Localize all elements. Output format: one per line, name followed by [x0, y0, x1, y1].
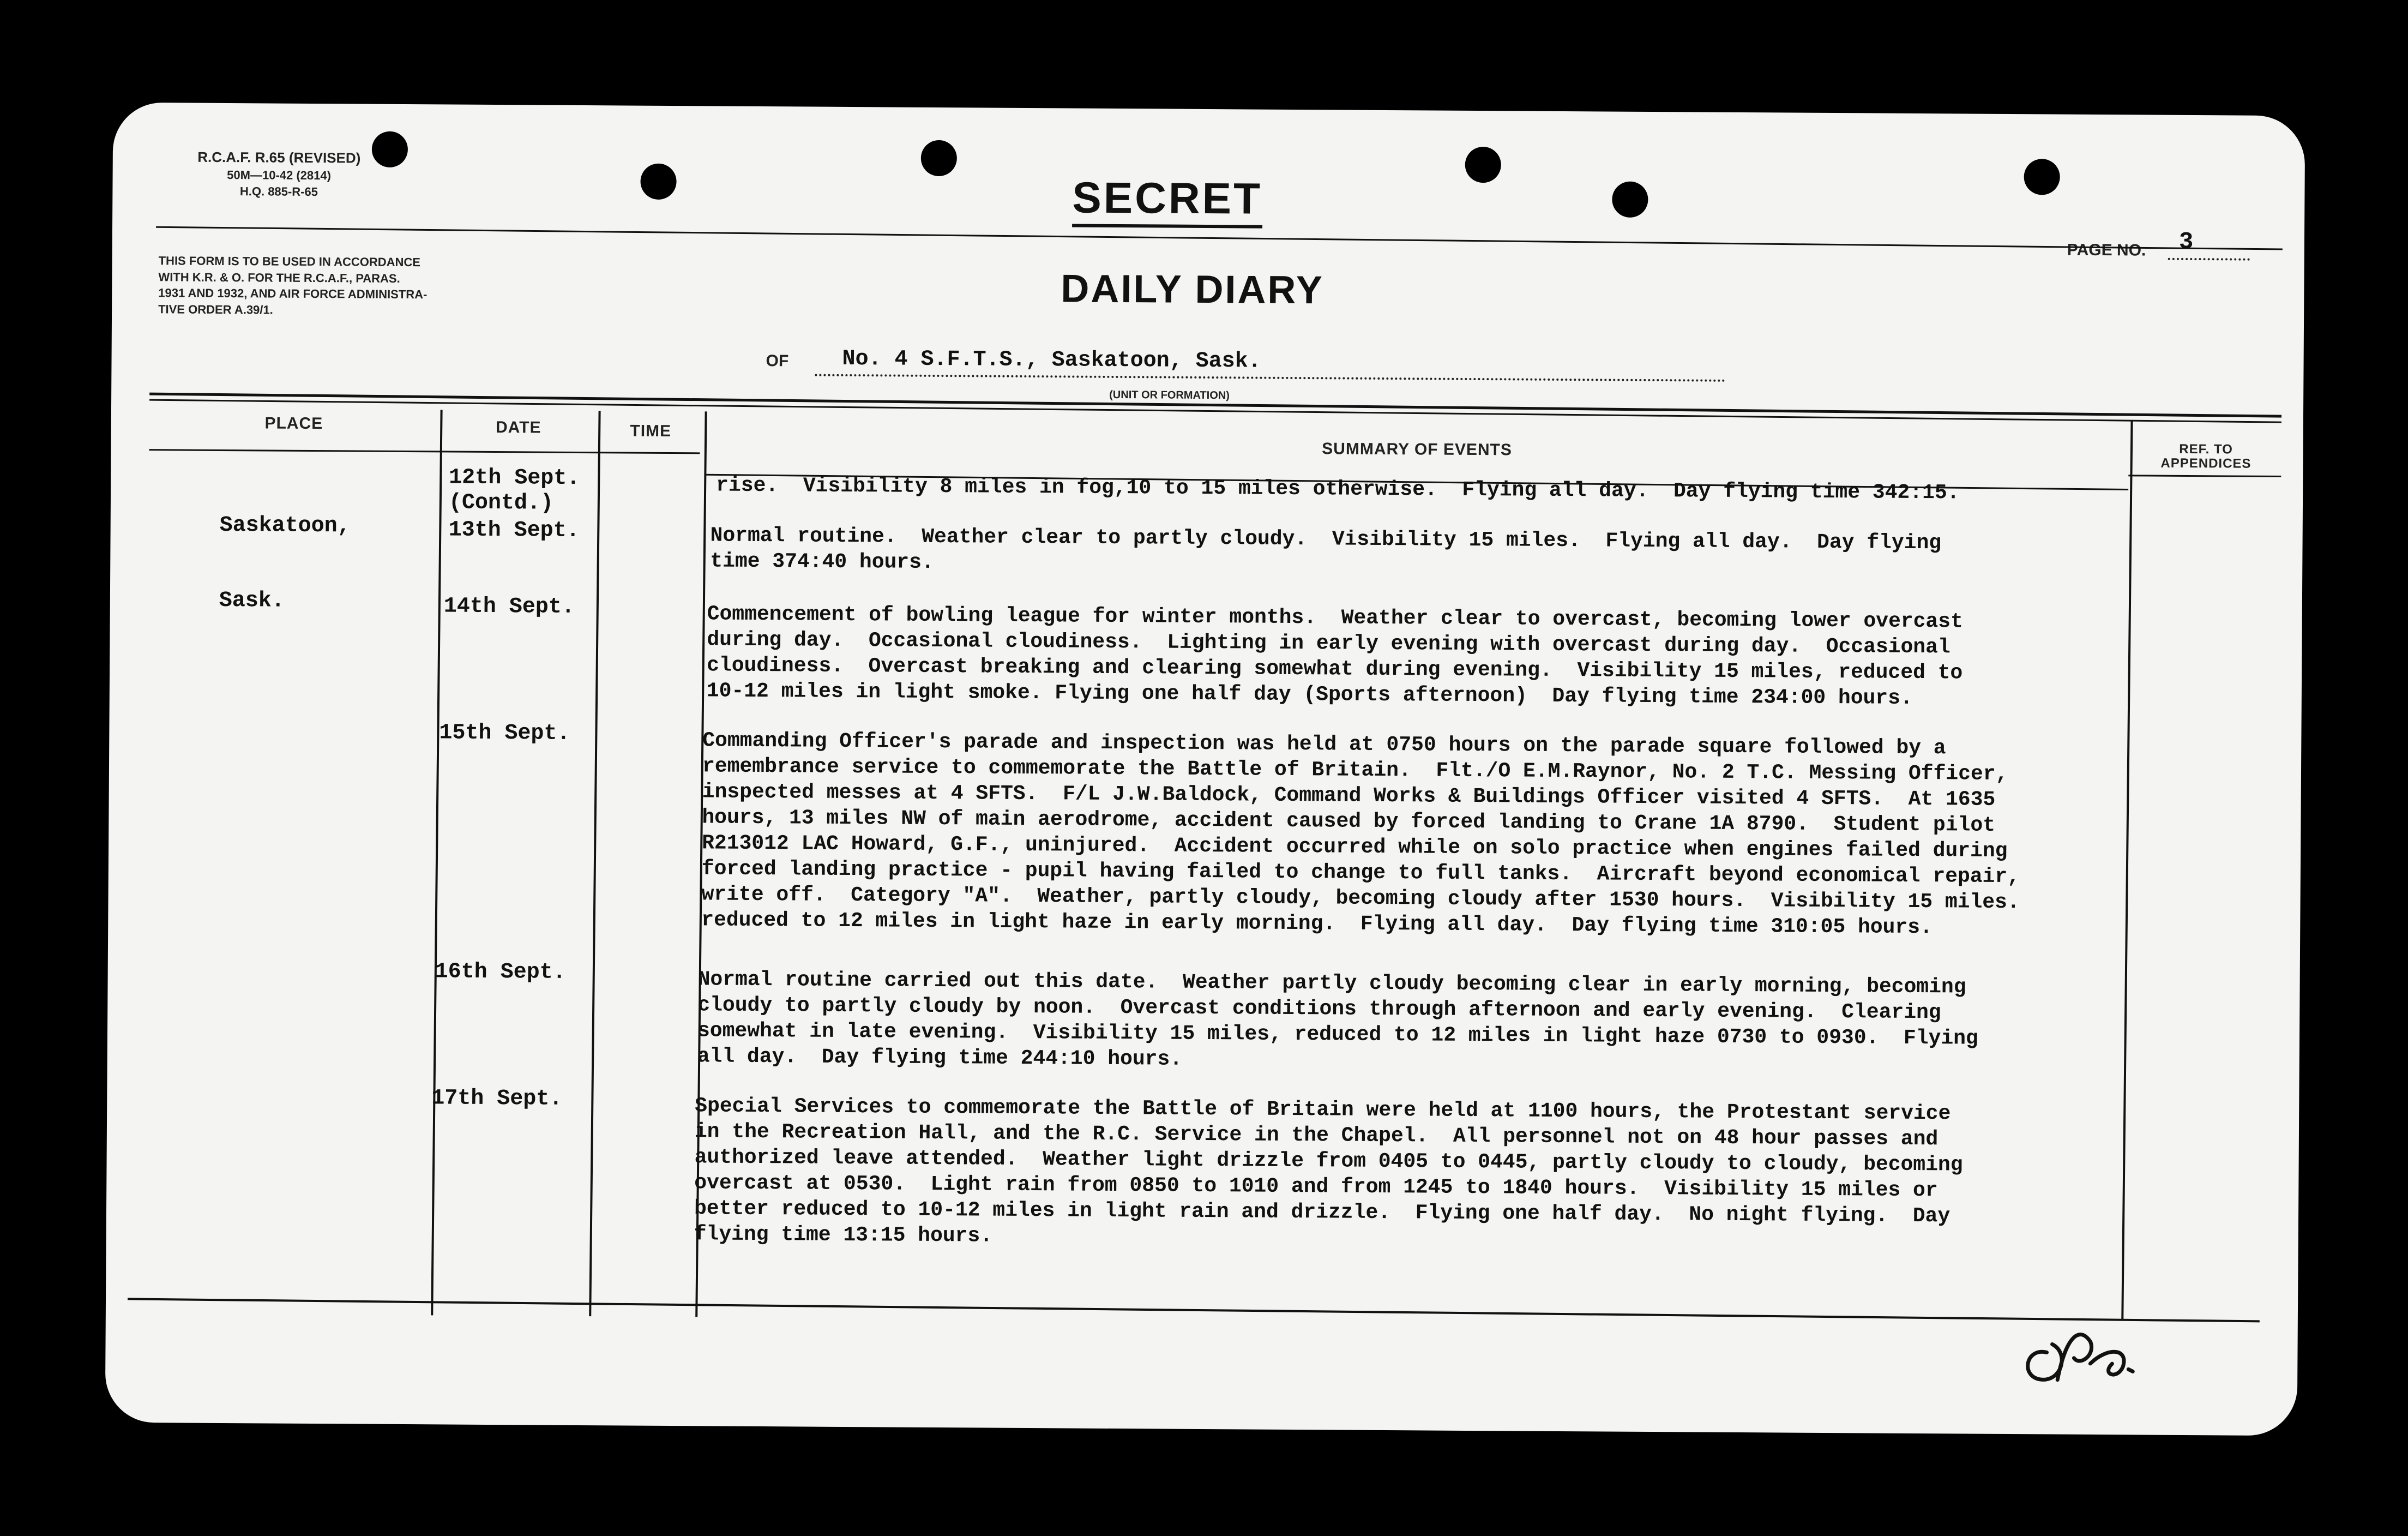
diary-form-card	[105, 103, 2305, 1436]
entry-date: 14th Sept.	[443, 594, 575, 620]
place-line: Saskatoon,	[219, 513, 351, 539]
column-header-date: DATE	[495, 418, 541, 437]
entry-summary: Normal routine carried out this date. Weather partly cloudy becoming clear in early morning, becoming cloudy to partly cloudy by noon. Overcast conditions through afternoon and early evening. Clearing somewhat in late evening. Visibility 15 miles, reduced to 12 miles in light haze 0730 to 0930. Flying all day. Day flying time 244:10 hours.	[697, 968, 1978, 1071]
ref-header-rule	[2128, 475, 2281, 477]
page-number: 3	[2178, 228, 2194, 256]
classification-heading: SECRET	[1072, 172, 1262, 228]
place-cell	[219, 463, 351, 664]
column-header-place: PLACE	[264, 414, 323, 433]
instruction-line: 1931 AND 1932, AND AIR FORCE ADMINISTRA-	[158, 286, 428, 302]
instruction-line: TIVE ORDER A.39/1.	[158, 302, 273, 317]
place-line: Sask.	[219, 588, 285, 614]
column-divider	[431, 410, 442, 1315]
of-label: OF	[766, 352, 789, 370]
column-header-summary: SUMMARY OF EVENTS	[1322, 440, 1513, 459]
punch-hole	[921, 140, 957, 176]
page-number-line	[2168, 258, 2250, 261]
punch-hole	[640, 164, 676, 200]
form-id-line: 50M—10-42 (2814)	[227, 168, 332, 183]
table-bottom-rule	[128, 1298, 2260, 1322]
form-id-line: H.Q. 885-R-65	[239, 184, 318, 199]
entry-summary: Special Services to commemorate the Battle of Britain were held at 1100 hours, the Protestant service in the Recreation Hall, and the R.C. Service in the Chapel. All personnel not on 48 hour passes and authorized leave attended. Weather light drizzle from 0405 to 0445, partly cloudy to cloudy, becoming overcast at 0530. Light rain from 0850 to 1010 and from 1245 to 1840 hours. Visibility 15 miles or better reduced to 10-12 miles in light rain and drizzle. Flying one half day. No night flying. Day flying time 13:15 hours.	[694, 1094, 1963, 1248]
entry-summary: Normal routine. Weather clear to partly cloudy. Visibility 15 miles. Flying all day. Day flying time 374:40 hours.	[710, 524, 1942, 574]
column-header-rule	[149, 449, 700, 454]
entry-summary: Commencement of bowling league for winter months. Weather clear to overcast, becoming lower overcast during day. Occasional cloudiness. Lighting in early evening with overcast during day. Occasional cloudiness. Overcast breaking and clearing somewhat during evening. Visibility 15 miles, reduced to 10-12 miles in light smoke. Flying one half day (Sports afternoon) Day flying time 234:00 hours.	[706, 602, 1963, 710]
header-rule	[156, 226, 2283, 250]
entry-date: 17th Sept.	[431, 1086, 563, 1112]
column-divider	[2121, 420, 2133, 1320]
page-title: DAILY DIARY	[1061, 267, 1325, 313]
instruction-line: THIS FORM IS TO BE USED IN ACCORDANCE	[158, 254, 421, 269]
signature-initials	[2014, 1314, 2145, 1391]
column-header-ref	[2130, 442, 2281, 471]
form-instructions	[158, 253, 428, 319]
entry-date: 16th Sept.	[435, 959, 566, 985]
punch-hole	[1465, 147, 1501, 183]
punch-hole	[1612, 182, 1648, 218]
ref-header-line: REF. TO	[2179, 441, 2233, 457]
entry-date: 15th Sept.	[439, 721, 570, 746]
form-id	[164, 147, 394, 200]
entry-date: 13th Sept.	[448, 518, 580, 543]
page-label: PAGE NO.	[2067, 241, 2146, 260]
unit-name: No. 4 S.F.T.S., Saskatoon, Sask.	[842, 346, 1261, 374]
punch-hole	[2024, 159, 2060, 195]
instruction-line: WITH K.R. & O. FOR THE R.C.A.F., PARAS.	[158, 269, 400, 285]
ref-header-line: APPENDICES	[2160, 455, 2252, 471]
entry-date: 12th Sept. (Contd.)	[448, 465, 580, 516]
entry-summary: Commanding Officer's parade and inspection was held at 0750 hours on the parade square followed by a remembrance service to commemorate the Battle of Britain. Flt./O E.M.Raynor, No. 2 T.C. Messing Officer, inspected messes at 4 SFTS. F/L J.W.Baldock, Command Works & Buildings Officer visited 4 SFTS. At 1635 hours, 13 miles NW of main aerodrome, accident caused by forced landing to Crane 1A 8790. Student pilot R213012 LAC Howard, G.F., uninjured. Accident occurred while on solo practice when engines failed during forced landing practice - pupil having failed to change to full tanks. Aircraft beyond economical repair, write off. Category "A". Weather, partly cloudy, becoming cloudy after 1530 hours. Visibility 15 miles. reduced to 12 miles in light haze in early morning. Flying all day. Day flying time 310:05 hours.	[701, 729, 2020, 940]
column-divider	[589, 411, 600, 1316]
unit-underline	[815, 374, 1725, 382]
form-id-line: R.C.A.F. R.65 (REVISED)	[197, 148, 361, 166]
entry-summary: rise. Visibility 8 miles in fog,10 to 15 miles otherwise. Flying all day. Day flying time 342:15.	[716, 473, 1960, 505]
column-header-time: TIME	[630, 422, 672, 441]
unit-caption: (UNIT OR FORMATION)	[1109, 388, 1230, 402]
